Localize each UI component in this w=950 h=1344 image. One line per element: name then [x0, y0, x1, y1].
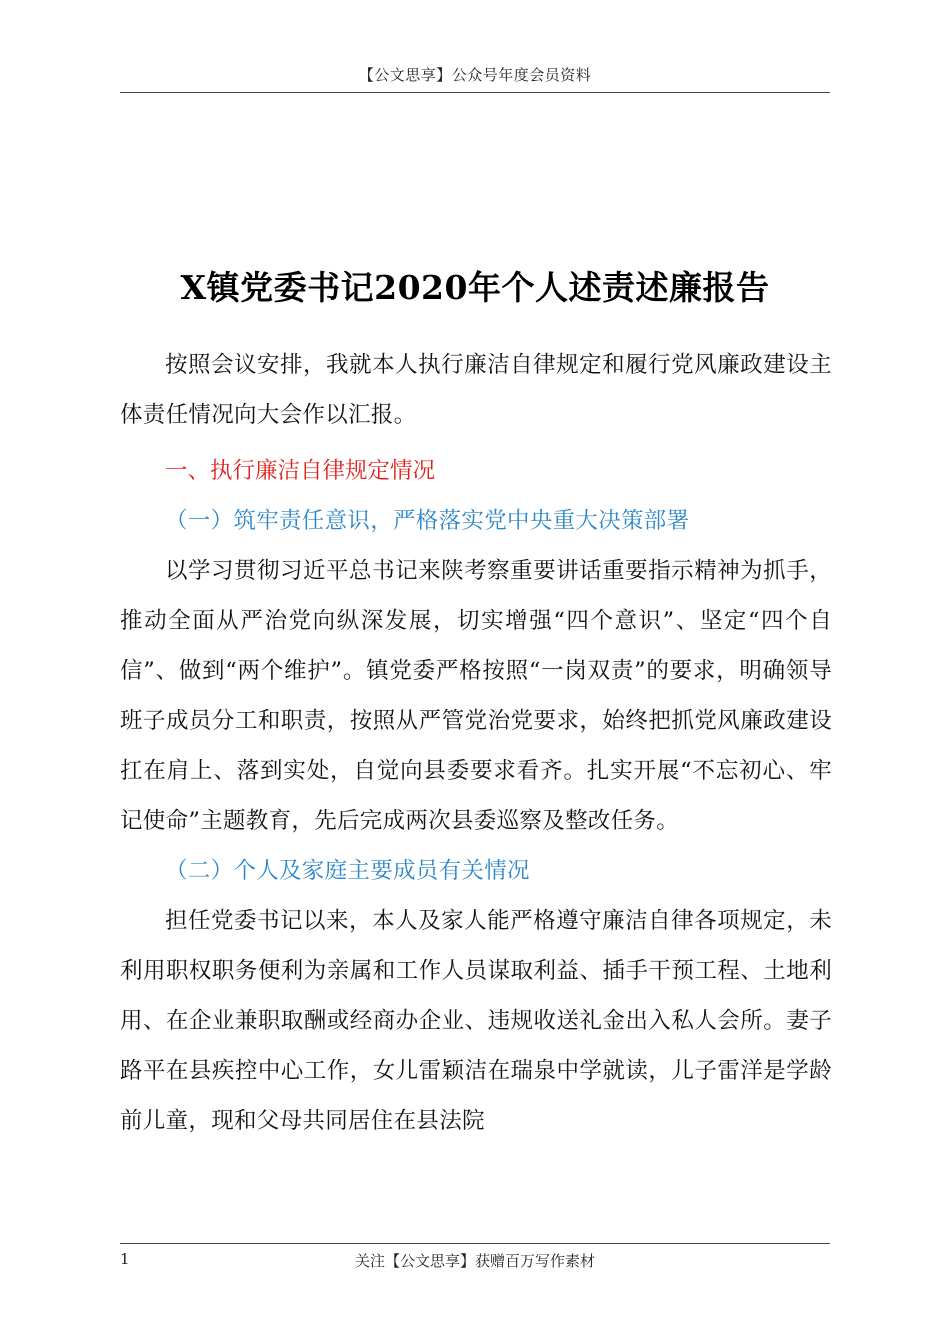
document-body: [120, 340, 832, 1146]
page-footer: 关注【公文思享】获赠百万写作素材: [354, 1252, 595, 1270]
subsection-2-paragraph: 担任党委书记以来，本人及家人能严格遵守廉洁自律各项规定，未利用职权职务便利为亲属和工作人员谋取利益、插手干预工程、土地利用、在企业兼职取酬或经商办企业、违规收送礼金出入私人会所。妻子路平在县疾控中心工作，女儿雷颖洁在瑞泉中学就读，儿子雷洋是学龄前儿童，现和父母共同居住在县法院: [120, 908, 832, 1134]
intro-paragraph: 按照会议安排，我就本人执行廉洁自律规定和履行党风廉政建设主体责任情况向大会作以汇报。: [120, 352, 832, 428]
header-divider: [120, 92, 830, 93]
footer-divider: [120, 1243, 830, 1244]
page-header: 【公文思享】公众号年度会员资料: [358, 66, 592, 84]
section-heading-1: 一、执行廉洁自律规定情况: [165, 458, 436, 484]
page-number: 1: [120, 1250, 130, 1268]
subsection-heading-2: （二）个人及家庭主要成员有关情况: [165, 858, 530, 884]
document-title: X镇党委书记2020年个人述责述廉报告: [180, 268, 770, 307]
subsection-heading-1: （一）筑牢责任意识，严格落实党中央重大决策部署: [165, 508, 690, 534]
subsection-1-paragraph: 以学习贯彻习近平总书记来陕考察重要讲话重要指示精神为抓手，推动全面从严治党向纵深发展，切实增强“四个意识”、坚定“四个自信”、做到“两个维护”。镇党委严格按照“一岗双责”的要求，明确领导班子成员分工和职责，按照从严管党治党要求，始终把抓党风廉政建设扛在肩上、落到实处，自觉向县委要求看齐。扎实开展“不忘初心、牢记使命”主题教育，先后完成两次县委巡察及整改任务。: [120, 558, 832, 834]
